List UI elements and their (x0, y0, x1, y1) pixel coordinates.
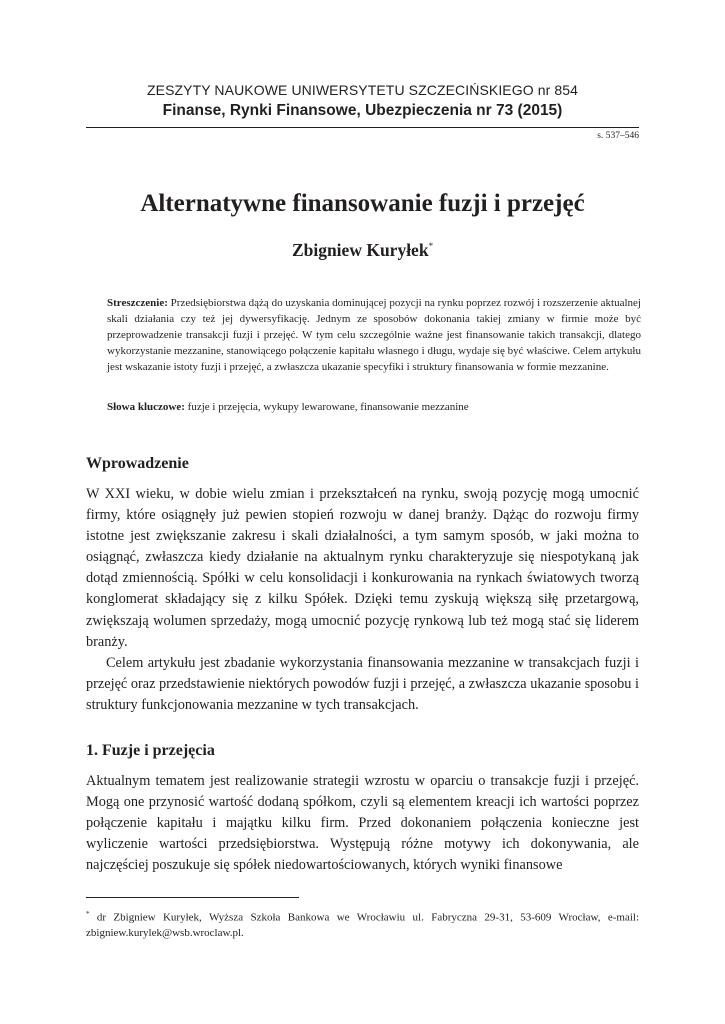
author-name (86, 240, 639, 261)
abstract (107, 296, 641, 376)
paragraph: Aktualnym tematem jest realizowanie strategii wzrostu w oparciu o transakcje fuzji i przejęć. Mogą one przynosić wartość dodaną spółkom, czyli są elementem kreacji ich wartości poprzez połączenie kapitału i majątku kilku firm. Przed dokonaniem połączenia konieczne jest wyliczenie wartości przedsiębiorstwa. Występują różne motywy ich dokonywania, ale najczęściej poszukuje się spółek niedowartościowanych, których wyniki finansowe (86, 773, 639, 874)
paragraph: W XXI wieku, w dobie wielu zmian i przekształceń na rynku, swoją pozycję mogą umocnić firmy, które osiągnęły już pewien stopień rozwoju w danej branży. Dążąc do rozwoju firmy istotne jest zwiększanie zakresu i skali działalności, a tym samym sposób, w jaki można to osiągnąć, zwłaszcza kiedy działanie na aktualnym rynku charakteryzuje się niespotykaną jak dotąd zmiennością. Spółki w celu konsolidacji i konkurowania na rynkach światowych tworzą konglomerat składający się z kilku Spółek. Dzięki temu zyskują większą siłę przetargową, zwiększają wolumen sprzedaży, mogą umocnić pozycję rynkową lub też mogą stać się liderem branży. (86, 486, 639, 650)
keywords (107, 400, 641, 416)
header-divider (86, 127, 639, 128)
abstract-text: Przedsiębiorstwa dążą do uzyskania dominującej pozycji na rynku poprzez rozwój i rozszerzenie aktualnej skali działania czy też jej dywersyfikację. Jednym ze sposobów dokonania takiej zmiany w firmie może być przeprowadzenie transakcji fuzji i przejęć. W tym celu szczególnie ważne jest finansowanie takich transakcji, dlatego wykorzystanie mezzanine, stanowiącego połączenie kapitału własnego i długu, wydaje się być właściwe. Celem artykułu jest wskazanie istoty fuzji i przejęć, a zwłaszcza ukazanie specyfiki i struktury finansowania w formie mezzanine. (107, 297, 641, 373)
section-heading-intro: Wprowadzenie (86, 455, 189, 472)
keywords-text: fuzje i przejęcia, wykupy lewarowane, finansowanie mezzanine (184, 401, 469, 413)
footnote-divider (86, 897, 299, 898)
section-body-1 (86, 771, 639, 876)
keywords-label: Słowa kluczowe: (107, 401, 185, 413)
author-name-text: Zbigniew Kuryłek (291, 240, 429, 260)
footnote-text: dr Zbigniew Kuryłek, Wyższa Szkoła Bankowa we Wrocławiu ul. Fabryczna 29-31, 53-609 Wrocław, e-mail: zbigniew.kurylek@wsb.wroclaw.pl. (86, 911, 639, 940)
abstract-label: Streszczenie: (107, 297, 168, 309)
footnote (86, 907, 639, 942)
footnote-mark: * (86, 910, 90, 918)
journal-name: ZESZYTY NAUKOWE UNIWERSYTETU SZCZECIŃSKIEGO nr 854 (146, 82, 579, 98)
paragraph: Celem artykułu jest zbadanie wykorzystania finansowania mezzanine w transakcjach fuzji i przejęć oraz przedstawienie niektórych powodów fuzji i przejęć, a zwłaszcza ukazanie sposobu i struktury funkcjonowania mezzanine w tych transakcjach. (86, 654, 639, 713)
page-range: s. 537–546 (597, 131, 639, 141)
author-footnote-mark: * (428, 241, 434, 252)
section-heading-1: 1. Fuzje i przejęcia (86, 742, 215, 759)
section-body-intro (86, 484, 639, 716)
journal-series: Finanse, Rynki Finansowe, Ubezpieczenia nr 73 (2015) (162, 102, 563, 119)
article-title: Alternatywne finansowanie fuzji i przejęć (140, 190, 585, 217)
